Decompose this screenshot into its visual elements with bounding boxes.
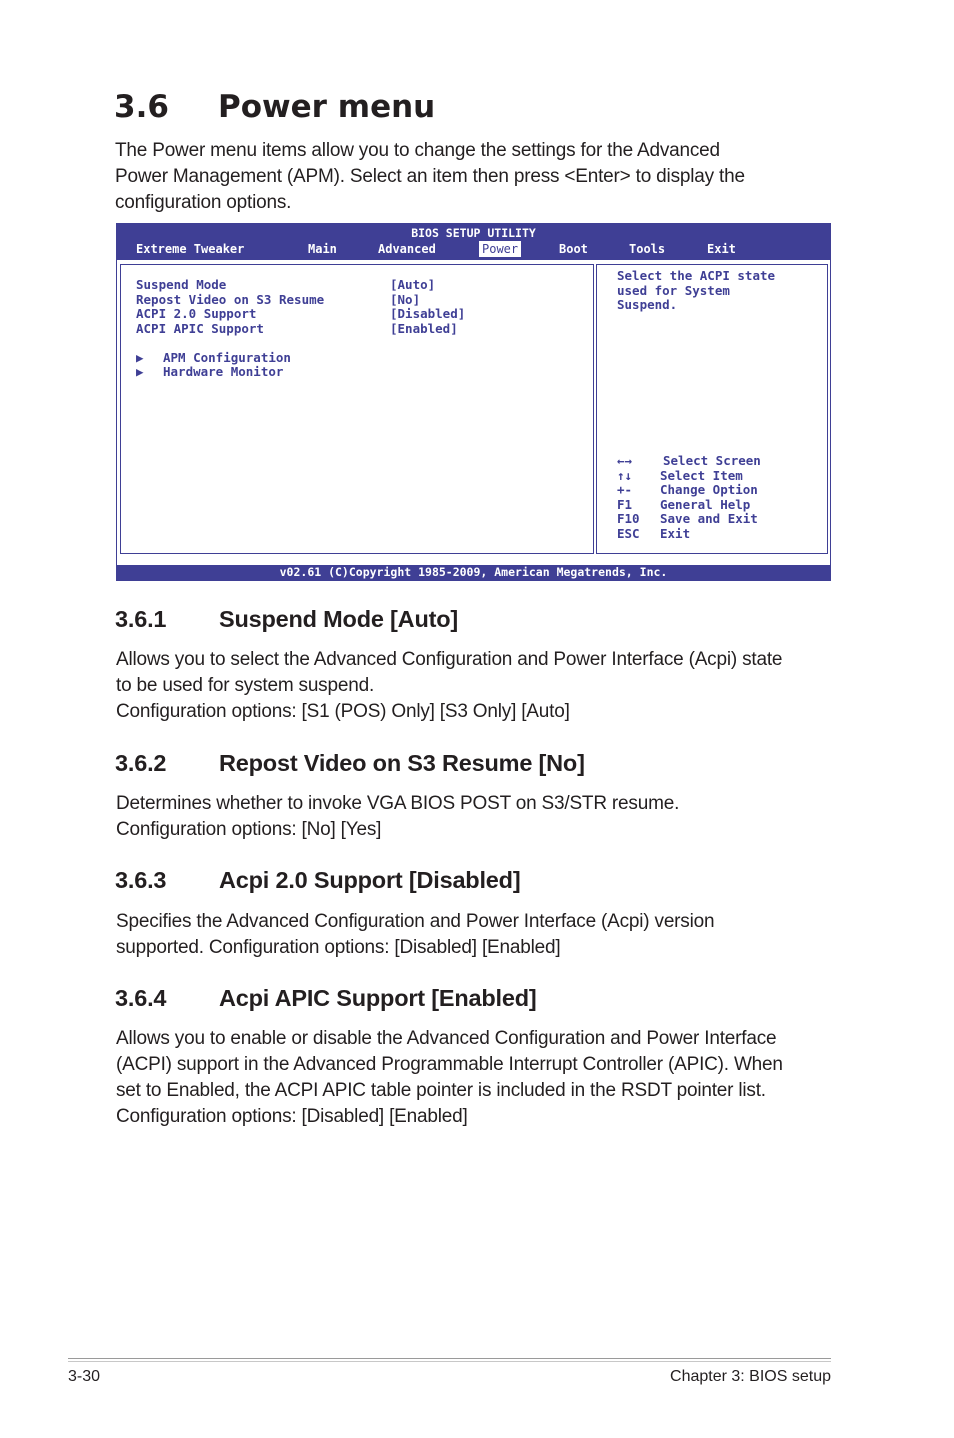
paragraph-line: to be used for system suspend. <box>116 675 375 696</box>
setting-label: ACPI APIC Support <box>136 320 264 336</box>
tab-tools[interactable]: Tools <box>629 242 666 256</box>
subsection-heading <box>115 603 458 635</box>
page-number: 3-30 <box>68 1368 101 1385</box>
paragraph-line: Configuration options: [Disabled] [Enabled] <box>116 1106 468 1127</box>
footer-divider <box>68 1358 831 1359</box>
intro-paragraph <box>115 138 745 216</box>
paragraph-line: Configuration options: [No] [Yes] <box>116 819 382 840</box>
subsection-heading <box>115 982 537 1014</box>
subsection-title: Acpi 2.0 Support [Disabled] <box>219 867 521 893</box>
setting-value: [Auto] <box>390 277 436 292</box>
key-action: Change Option <box>660 482 758 497</box>
intro-line: configuration options. <box>115 192 292 213</box>
intro-line: The Power menu items allow you to change the settings for the Advanced <box>115 140 720 161</box>
key-left-right-arrows-icon: ←→ <box>617 453 633 468</box>
key-action: Save and Exit <box>660 511 758 526</box>
tab-main[interactable]: Main <box>308 242 337 256</box>
setting-label: ACPI 2.0 Support <box>136 306 257 321</box>
submenu-label: Hardware Monitor <box>163 364 284 379</box>
paragraph-line: (ACPI) support in the Advanced Programmable Interrupt Controller (APIC). When <box>116 1054 783 1075</box>
key-up-down-arrows-icon: ↑↓ <box>617 467 633 483</box>
paragraph-line: supported. Configuration options: [Disabled] [Enabled] <box>116 937 561 958</box>
subsection-paragraph <box>116 647 782 725</box>
bios-screen <box>116 223 831 581</box>
tab-exit[interactable]: Exit <box>707 242 736 256</box>
subsection-paragraph <box>116 1026 783 1130</box>
setting-label: Repost Video on S3 Resume <box>136 291 325 307</box>
tab-boot[interactable]: Boot <box>559 242 588 256</box>
triangle-right-icon: ▶ <box>136 364 144 379</box>
tab-extreme-tweaker[interactable]: Extreme Tweaker <box>136 242 245 256</box>
chapter-label: Chapter 3: BIOS setup <box>670 1368 831 1385</box>
key-label: F1 <box>617 496 633 512</box>
key-action: Select Item <box>660 467 743 483</box>
setting-label: Suspend Mode <box>136 277 227 292</box>
bios-help-panel <box>596 264 828 554</box>
setting-value: [Enabled] <box>390 320 458 336</box>
submenu-label: APM Configuration <box>163 349 291 365</box>
setting-value: [Disabled] <box>390 306 466 321</box>
key-action: Exit <box>660 525 691 541</box>
paragraph-line: set to Enabled, the ACPI APIC table pointer is included in the RSDT pointer list. <box>116 1080 766 1101</box>
subsection-heading <box>115 747 585 779</box>
subsection-title: Acpi APIC Support [Enabled] <box>219 985 537 1011</box>
key-action: Select Screen <box>663 453 761 468</box>
bios-settings-panel <box>120 264 594 554</box>
footer-divider <box>68 1361 831 1362</box>
help-text-line: used for System <box>617 282 730 298</box>
subsection-paragraph <box>116 791 679 843</box>
tab-advanced[interactable]: Advanced <box>378 242 436 256</box>
key-label: F10 <box>617 511 640 526</box>
bios-title: BIOS SETUP UTILITY <box>411 226 536 240</box>
key-label: ESC <box>617 525 640 541</box>
setting-value: [No] <box>390 291 421 307</box>
paragraph-line: Configuration options: [S1 (POS) Only] [S3 Only] [Auto] <box>116 701 570 722</box>
page-title <box>114 84 435 130</box>
intro-line: Power Management (APM). Select an item then press <Enter> to display the <box>115 166 745 187</box>
subsection-number: 3.6.4 <box>115 985 167 1011</box>
subsection-paragraph <box>116 909 714 961</box>
subsection-title: Repost Video on S3 Resume [No] <box>219 750 585 776</box>
paragraph-line: Determines whether to invoke VGA BIOS POST on S3/STR resume. <box>116 793 680 814</box>
help-text-line: Suspend. <box>617 297 678 312</box>
bios-copyright: v02.61 (C)Copyright 1985-2009, American Megatrends, Inc. <box>279 565 668 579</box>
key-action: General Help <box>660 496 751 512</box>
help-text-line: Select the ACPI state <box>617 268 776 283</box>
paragraph-line: Allows you to enable or disable the Advanced Configuration and Power Interface <box>116 1028 777 1049</box>
section-number: 3.6 <box>114 89 169 125</box>
key-label: +- <box>617 482 633 497</box>
subsection-heading <box>115 864 520 896</box>
paragraph-line: Specifies the Advanced Configuration and Power Interface (Acpi) version <box>116 911 715 932</box>
subsection-number: 3.6.2 <box>115 750 167 776</box>
paragraph-line: Allows you to select the Advanced Configuration and Power Interface (Acpi) state <box>116 649 783 670</box>
subsection-number: 3.6.3 <box>115 867 167 893</box>
subsection-number: 3.6.1 <box>115 606 167 632</box>
tab-power[interactable]: Power <box>479 241 521 257</box>
triangle-right-icon: ▶ <box>136 349 144 365</box>
bios-body <box>117 260 830 565</box>
section-title: Power menu <box>218 89 436 125</box>
subsection-title: Suspend Mode [Auto] <box>219 606 459 632</box>
